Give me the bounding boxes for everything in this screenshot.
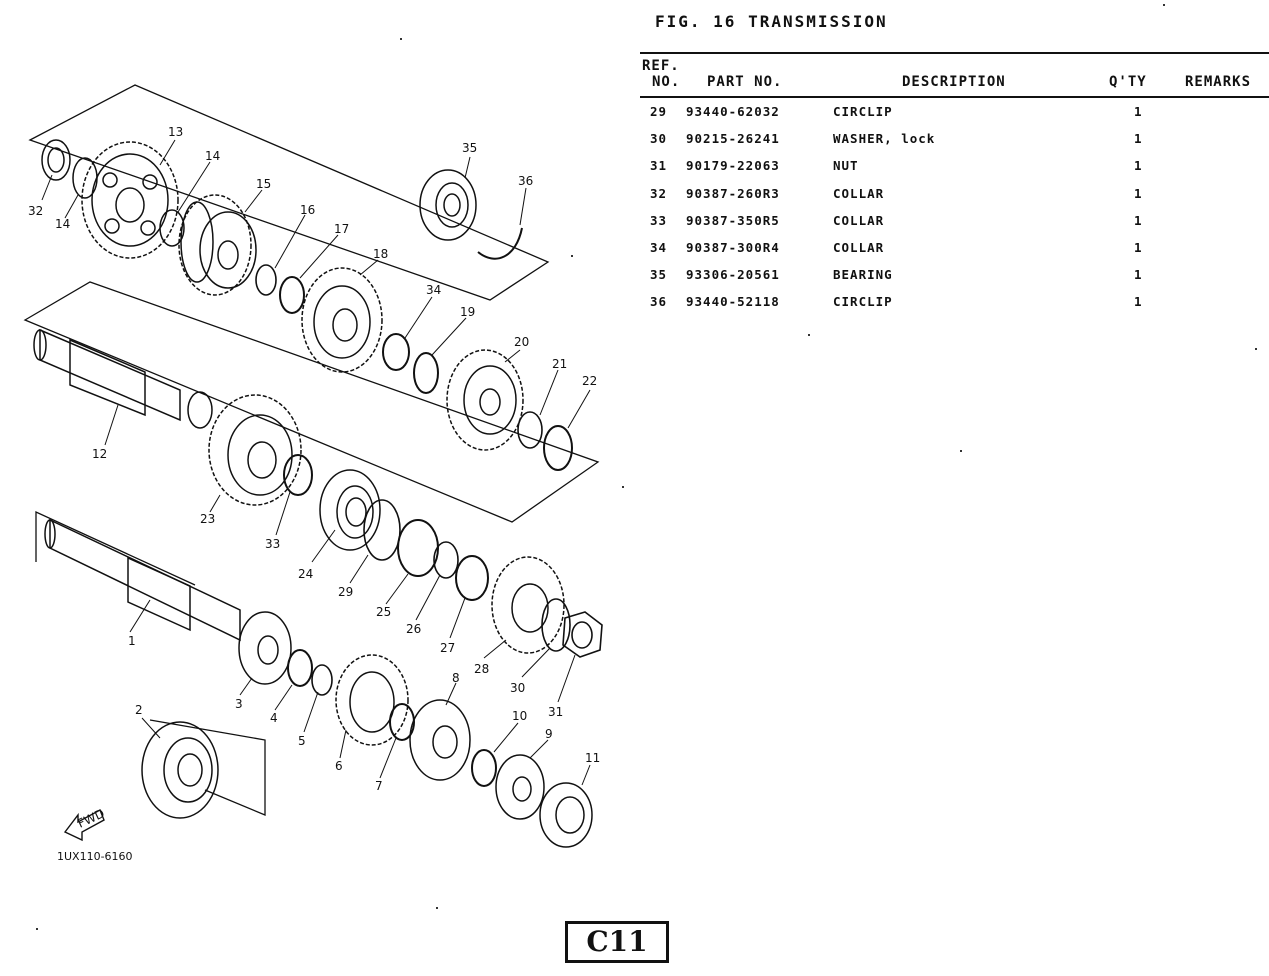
washer-4 [288, 650, 312, 686]
callout-26: 26 [406, 622, 422, 636]
part-no-cell: 90387-350R5 [686, 212, 780, 228]
gear-15 [179, 195, 256, 295]
callout-27: 27 [440, 641, 456, 655]
circlip-16 [256, 265, 276, 295]
part-no-cell: 90215-26241 [686, 131, 780, 147]
callout-13: 13 [168, 125, 184, 139]
main-axle-1 [45, 520, 240, 640]
header-top-rule [640, 52, 1269, 54]
ref-cell: 31 [650, 158, 668, 174]
circlip-5 [312, 665, 332, 695]
callout-5: 5 [298, 734, 306, 748]
transmission-exploded-diagram [0, 0, 640, 900]
page-label: C11 [565, 921, 669, 963]
upper-panel-outline [30, 85, 548, 300]
callout-1: 1 [128, 634, 136, 648]
callout-24: 24 [298, 567, 314, 581]
ref-cell: 33 [650, 212, 668, 228]
callout-35: 35 [462, 141, 478, 155]
callout-34: 34 [426, 283, 442, 297]
callout-36: 36 [518, 174, 534, 188]
callout-14b: 14 [205, 149, 221, 163]
gear-3 [239, 612, 291, 684]
part-no-cell: 90387-300R4 [686, 240, 780, 255]
bearing-11 [540, 783, 592, 847]
part-no-cell: 90179-22063 [686, 158, 780, 174]
callout-12: 12 [92, 447, 108, 461]
callout-3: 3 [235, 697, 243, 711]
description-cell: NUT [833, 158, 859, 174]
gear-6 [336, 655, 408, 745]
table-row [640, 131, 1269, 158]
washer-19 [414, 353, 438, 393]
qty-cell: 1 [1134, 158, 1143, 174]
part-no-cell: 93440-62032 [686, 104, 780, 119]
part-no-cell: 93440-52118 [686, 294, 780, 310]
collar-10 [472, 750, 496, 786]
callout-6: 6 [335, 759, 343, 773]
lock-washer-30 [542, 599, 570, 651]
description-cell: COLLAR [833, 240, 885, 255]
callout-31: 31 [548, 705, 564, 719]
catalog-number: 1UX110-6160 [57, 850, 133, 863]
header-remarks: REMARKS [1185, 74, 1252, 90]
callout-14: 14 [55, 217, 71, 231]
qty-cell: 1 [1134, 104, 1143, 119]
callout-11: 11 [585, 751, 601, 765]
description-cell: CIRCLIP [833, 294, 893, 310]
header-description: DESCRIPTION [902, 74, 1006, 90]
part-no-cell: 90387-260R3 [686, 185, 780, 201]
table-row [640, 186, 1269, 213]
qty-cell: 1 [1134, 212, 1143, 228]
callout-28: 28 [474, 662, 490, 676]
qty-cell: 1 [1134, 131, 1143, 147]
callout-22: 22 [582, 374, 598, 388]
ref-cell: 35 [650, 267, 668, 283]
ref-cell: 30 [650, 131, 668, 147]
header-ref-line2: NO. [652, 74, 681, 90]
gear-8 [410, 700, 470, 780]
table-row [640, 267, 1269, 294]
callout-16: 16 [300, 203, 316, 217]
qty-cell: 1 [1134, 267, 1143, 283]
callout-2: 2 [135, 703, 143, 717]
callout-21: 21 [552, 357, 568, 371]
header-bottom-rule [640, 96, 1269, 98]
callout-19: 19 [460, 305, 476, 319]
table-row [640, 104, 1269, 131]
collar-32 [42, 140, 70, 180]
callout-17: 17 [334, 222, 350, 236]
lower-panel-outline [36, 512, 195, 585]
ref-cell: 29 [650, 104, 668, 119]
callout-30: 30 [510, 681, 526, 695]
oil-seal-25 [398, 520, 438, 576]
description-cell: COLLAR [833, 185, 885, 201]
ref-cell: 36 [650, 294, 668, 310]
washer-17 [280, 277, 304, 313]
circlip-29 [364, 500, 400, 560]
callout-20: 20 [514, 335, 530, 349]
fwd-arrow-icon [65, 806, 107, 840]
callout-25: 25 [376, 605, 392, 619]
table-row [640, 213, 1269, 240]
qty-cell: 1 [1134, 185, 1143, 201]
header-part-no: PART NO. [707, 74, 783, 90]
table-row [640, 240, 1269, 267]
bearing-35 [420, 170, 476, 240]
sprocket-28 [492, 557, 564, 653]
drive-axle-12 [34, 330, 212, 428]
ref-cell: 32 [650, 185, 668, 201]
circlip-21 [518, 412, 542, 448]
callout-7: 7 [375, 779, 383, 793]
table-row [640, 294, 1269, 321]
table-row [640, 158, 1269, 185]
gear-9 [496, 755, 544, 819]
fwd-label: FWD [75, 806, 107, 831]
description-cell: BEARING [833, 267, 893, 283]
part-no-cell: 93306-20561 [686, 267, 780, 283]
description-cell: COLLAR [833, 212, 885, 228]
qty-cell: 1 [1134, 240, 1143, 255]
o-ring-26 [434, 542, 458, 578]
bearing-2 [142, 722, 218, 818]
callout-4: 4 [270, 711, 278, 725]
callout-8: 8 [452, 671, 460, 685]
description-cell: WASHER, lock [833, 131, 936, 147]
qty-cell: 1 [1134, 294, 1143, 310]
description-cell: CIRCLIP [833, 104, 893, 119]
callout-10: 10 [512, 709, 528, 723]
gear-18 [302, 268, 382, 372]
callout-9: 9 [545, 727, 553, 741]
collar-34 [383, 334, 409, 370]
ref-cell: 34 [650, 240, 668, 255]
callout-23: 23 [200, 512, 216, 526]
circlip-36 [478, 228, 522, 259]
gear-20 [447, 350, 523, 450]
header-qty: Q'TY [1109, 74, 1147, 90]
callout-18: 18 [373, 247, 389, 261]
collar-27 [456, 556, 488, 600]
gear-13 [42, 140, 178, 258]
callout-15: 15 [256, 177, 272, 191]
figure-title: FIG. 16 TRANSMISSION [655, 12, 888, 31]
header-ref-line1: REF. [642, 58, 680, 74]
callout-33: 33 [265, 537, 281, 551]
callout-32: 32 [28, 204, 44, 218]
callout-29: 29 [338, 585, 354, 599]
